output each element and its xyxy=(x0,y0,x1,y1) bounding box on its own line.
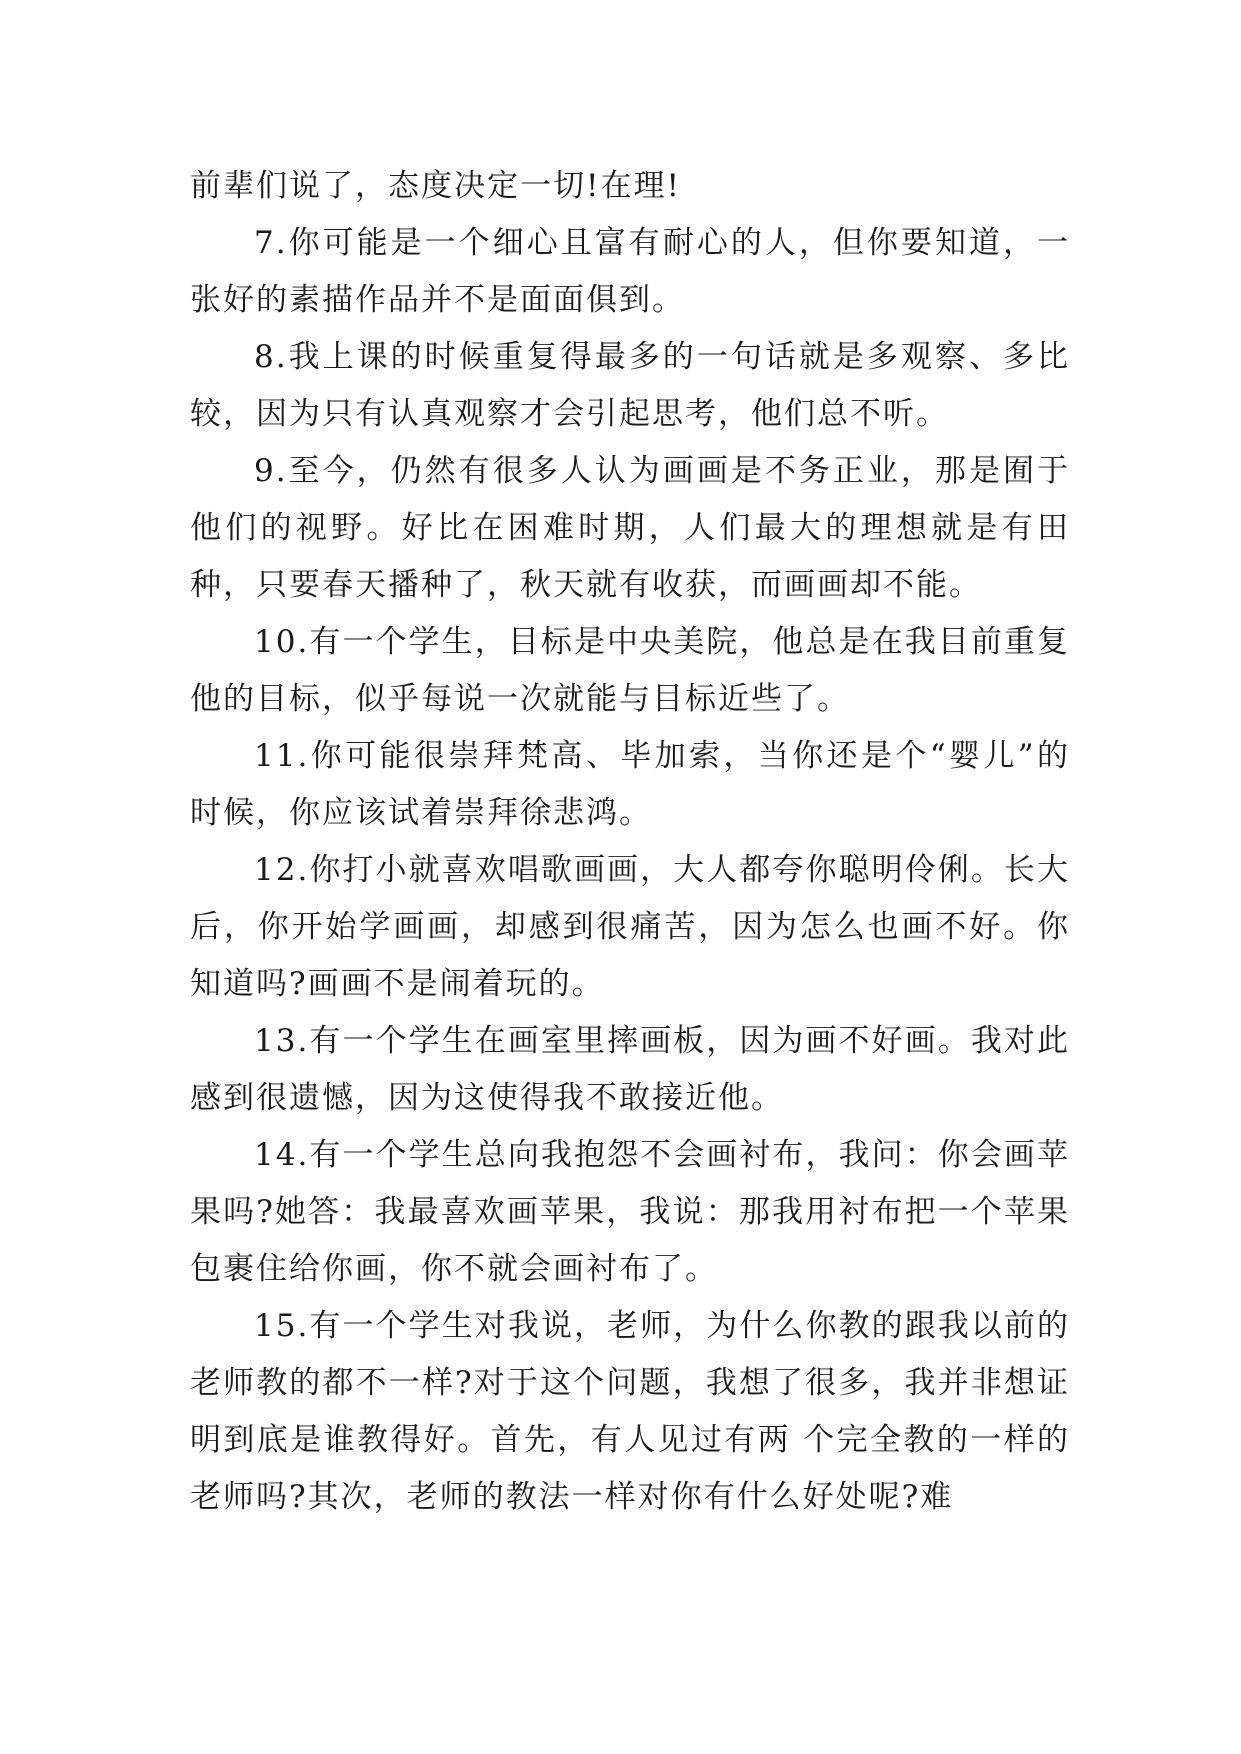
paragraph-intro-tail: 前辈们说了，态度决定一切!在理! xyxy=(190,168,681,204)
paragraph-12: 12.你打小就喜欢唱歌画画，大人都夸你聪明伶俐。长大后，你开始学画画，却感到很痛苦，因为怎么也画不好。你知道吗?画画不是闹着玩的。 xyxy=(190,852,1070,1002)
paragraph-8: 8.我上课的时候重复得最多的一句话就是多观察、多比较，因为只有认真观察才会引起思考，他们总不听。 xyxy=(190,339,1070,432)
paragraph-10: 10.有一个学生，目标是中央美院，他总是在我目前重复他的目标，似乎每说一次就能与目标近些了。 xyxy=(190,624,1070,717)
paragraph-15: 15.有一个学生对我说，老师，为什么你教的跟我以前的老师教的都不一样?对于这个问题，我想了很多，我并非想证明到底是谁教得好。首先，有人见过有两 个完全教的一样的老师吗?其次，老师的教法一样对你有什么好处呢?难 xyxy=(190,1308,1070,1515)
paragraph-7: 7.你可能是一个细心且富有耐心的人，但你要知道，一张好的素描作品并不是面面俱到。 xyxy=(190,225,1070,318)
paragraph-13: 13.有一个学生在画室里摔画板，因为画不好画。我对此感到很遗憾，因为这使得我不敢接近他。 xyxy=(190,1023,1070,1116)
paragraph-11: 11.你可能很崇拜梵高、毕加索，当你还是个“婴儿”的时候，你应该试着崇拜徐悲鸿。 xyxy=(190,738,1070,831)
paragraph-9: 9.至今，仍然有很多人认为画画是不务正业，那是囿于他们的视野。好比在困难时期，人们最大的理想就是有田种，只要春天播种了，秋天就有收获，而画画却不能。 xyxy=(190,453,1070,603)
article-body xyxy=(190,158,1070,1526)
paragraph-14: 14.有一个学生总向我抱怨不会画衬布，我问：你会画苹果吗?她答：我最喜欢画苹果，我说：那我用衬布把一个苹果包裹住给你画，你不就会画衬布了。 xyxy=(190,1137,1070,1287)
